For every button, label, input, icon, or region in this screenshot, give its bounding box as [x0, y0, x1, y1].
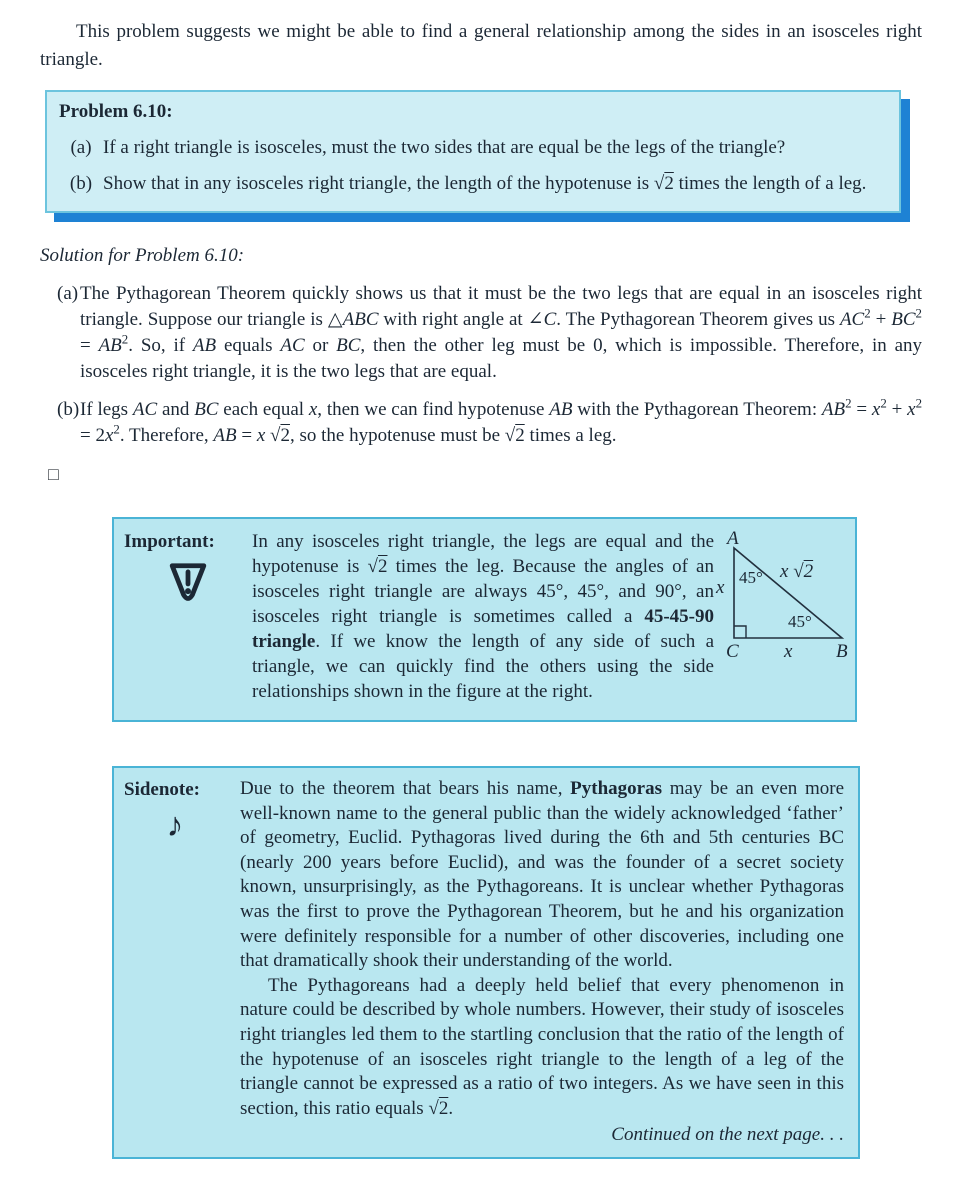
bottom-leg-label: x — [784, 641, 793, 662]
sidenote-text — [240, 777, 844, 1147]
right-angle-marker — [734, 626, 746, 638]
intro-paragraph: This problem suggests we might be able to find a general relationship among the sides in an isosceles right triangle. — [40, 21, 922, 70]
isosceles-right-triangle-figure — [714, 529, 849, 664]
item-label: (a) — [57, 283, 79, 304]
important-label: Important: — [124, 531, 215, 552]
sidenote-label-column — [124, 777, 240, 1147]
solution-item-a — [40, 281, 922, 385]
item-label: (a) — [70, 137, 92, 158]
sidenote-box — [112, 766, 860, 1159]
problem-item-a — [59, 134, 885, 161]
vertex-label-b: B — [836, 641, 848, 662]
sidenote-label: Sidenote: — [124, 779, 200, 800]
left-leg-label: x — [716, 577, 725, 598]
important-box — [112, 517, 857, 722]
continued-note: Continued on the next page. . . — [611, 1124, 844, 1146]
important-label-column — [124, 529, 252, 704]
item-text: Show that in any isosceles right triangle, the length of the hypotenuse is √2 times the length of a leg. — [103, 173, 867, 194]
solution-item-b — [40, 397, 922, 449]
vertex-label-a: A — [727, 528, 739, 549]
music-note-icon: ♪ — [166, 807, 184, 844]
end-of-solution-marker: □ — [48, 464, 59, 484]
warning-icon — [124, 555, 252, 605]
problem-item-b — [59, 170, 885, 197]
solution-heading: Solution for Problem 6.10: — [40, 245, 245, 266]
problem-box — [45, 90, 901, 213]
angle-label-bottom-right: 45° — [788, 612, 812, 631]
vertex-label-c: C — [726, 641, 739, 662]
hypotenuse-label: x √2 — [780, 561, 814, 582]
item-label: (b) — [57, 399, 80, 420]
sidenote-paragraph: Due to the theorem that bears his name, Pythagoras may be an even more well-known name to the general public than the widely acknowledged ‘father’ of geometry, Euclid. Pythagoras lived during the 6th and 5th centuries BC (nearly 200 years before Euclid), and was the founder of a secret society known, unsurprisingly, as the Pythagoreans. It is unclear whether Pythagoras was the first to prove the Pythagorean Theorem, but he and his organization were definitely responsible for a number of other discoveries, including one that dramatically shook their understanding of the world. — [240, 778, 844, 972]
item-label: (b) — [69, 173, 93, 194]
sidenote-paragraph: The Pythagoreans had a deeply held belief that every phenomenon in nature could be described by whole numbers. However, their study of isosceles right triangles led them to the startling conclusion that the ratio of the length of the hypotenuse of an isosceles right triangle to the length of a leg of the triangle cannot be expressed as a ratio of two integers. As we have seen in this section, this ratio equals √2. — [240, 974, 844, 1119]
item-text: If a right triangle is isosceles, must the two sides that are equal be the legs of the triangle? — [103, 137, 786, 158]
item-text: If legs AC and BC each equal x, then we can find hypotenuse AB with the Pythagorean Theorem: $AB^2 = x^2 + x^2 = 2x^2$. Therefore, AB = x √2, so the hypotenuse must be √2 times a leg. — [80, 395, 923, 446]
important-text: In any isosceles right triangle, the legs are equal and the hypotenuse is √2 times the leg. Because the angles of an isosceles right triangle are always 45°, 45°, and 90°, an isosceles right triangle is sometimes called a 45-45-90 triangle. If we know the length of any side of such a triangle, we can quickly find the others using the side relationships shown in the figure at the right. — [252, 531, 714, 702]
problem-title: Problem 6.10: — [59, 101, 173, 122]
angle-label-top: 45° — [739, 568, 763, 587]
item-text: The Pythagorean Theorem quickly shows us that it must be the two legs that are equal in an isosceles right triangle. Suppose our triangle is △ABC with right angle at ∠C. The Pythagorean Theorem gives us $AC^2 + BC^2 = AB^2$. So, if AB equals AC or BC, then the other leg must be 0, which is impossible. Therefore, in any isosceles right triangle, it is the two legs that are equal. — [80, 283, 923, 382]
